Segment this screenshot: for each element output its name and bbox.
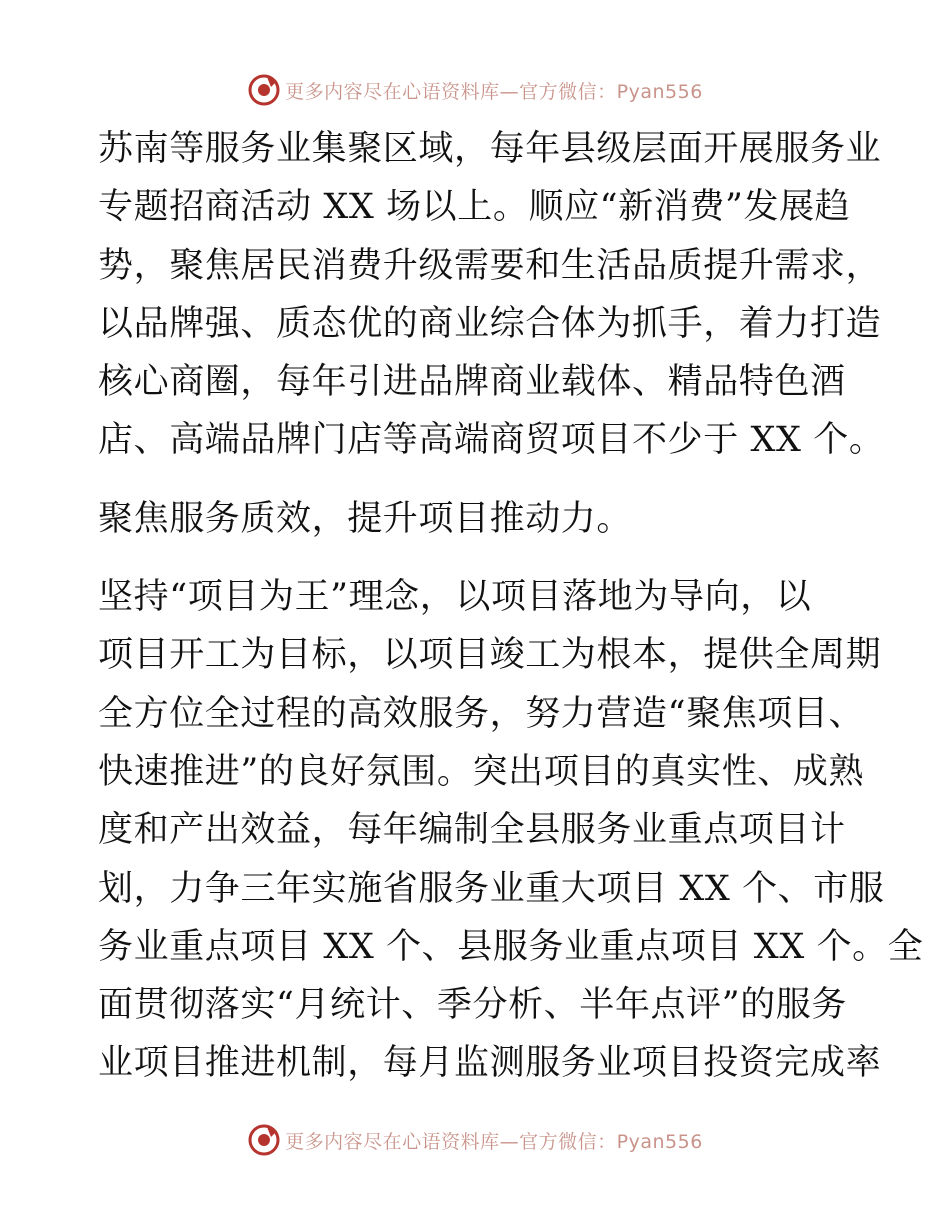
text-line: 坚持“项目为王”理念，以项目落地为导向，以 bbox=[98, 577, 812, 618]
text-line: 快速推进”的良好氛围。突出项目的真实性、成熟 bbox=[98, 751, 865, 792]
section-heading: 聚焦服务质效，提升项目推动力。 bbox=[98, 498, 633, 539]
document-body bbox=[98, 120, 924, 1093]
text-line: 面贯彻落实“月统计、季分析、半年点评”的服务 bbox=[98, 985, 847, 1026]
header-banner bbox=[0, 70, 950, 110]
header-banner-text: 更多内容尽在心语资料库—官方微信：Pyan556 bbox=[285, 80, 703, 103]
paragraph-1 bbox=[98, 120, 885, 470]
text-line: 项目开工为目标，以项目竣工为根本，提供全周期 bbox=[98, 635, 882, 676]
logo-icon bbox=[247, 73, 281, 107]
footer-banner bbox=[0, 1120, 950, 1160]
paragraph-2 bbox=[98, 568, 924, 1093]
text-line: 核心商圈，每年引进品牌商业载体、精品特色酒 bbox=[98, 362, 846, 403]
text-line: 划，力争三年实施省服务业重大项目 XX 个、市服 bbox=[98, 868, 885, 909]
text-line: 势，聚焦居民消费升级需要和生活品质提升需求， bbox=[98, 245, 882, 286]
text-line: 以品牌强、质态优的商业综合体为抓手，着力打造 bbox=[98, 303, 882, 344]
text-line: 专题招商活动 XX 场以上。顺应“新消费”发展趋 bbox=[98, 187, 851, 228]
text-line: 店、高端品牌门店等高端商贸项目不少于 XX 个。 bbox=[98, 420, 885, 461]
text-line: 苏南等服务业集聚区域，每年县级层面开展服务业 bbox=[98, 129, 882, 169]
footer-banner-text: 更多内容尽在心语资料库—官方微信：Pyan556 bbox=[285, 1130, 703, 1153]
text-line: 度和产出效益，每年编制全县服务业重点项目计 bbox=[98, 810, 846, 851]
text-line: 务业重点项目 XX 个、县服务业重点项目 XX 个。全 bbox=[98, 926, 924, 967]
logo-icon bbox=[247, 1123, 281, 1157]
text-line: 全方位全过程的高效服务，努力营造“聚焦项目、 bbox=[98, 693, 865, 734]
text-line: 业项目推进机制，每月监测服务业项目投资完成率 bbox=[98, 1043, 882, 1084]
